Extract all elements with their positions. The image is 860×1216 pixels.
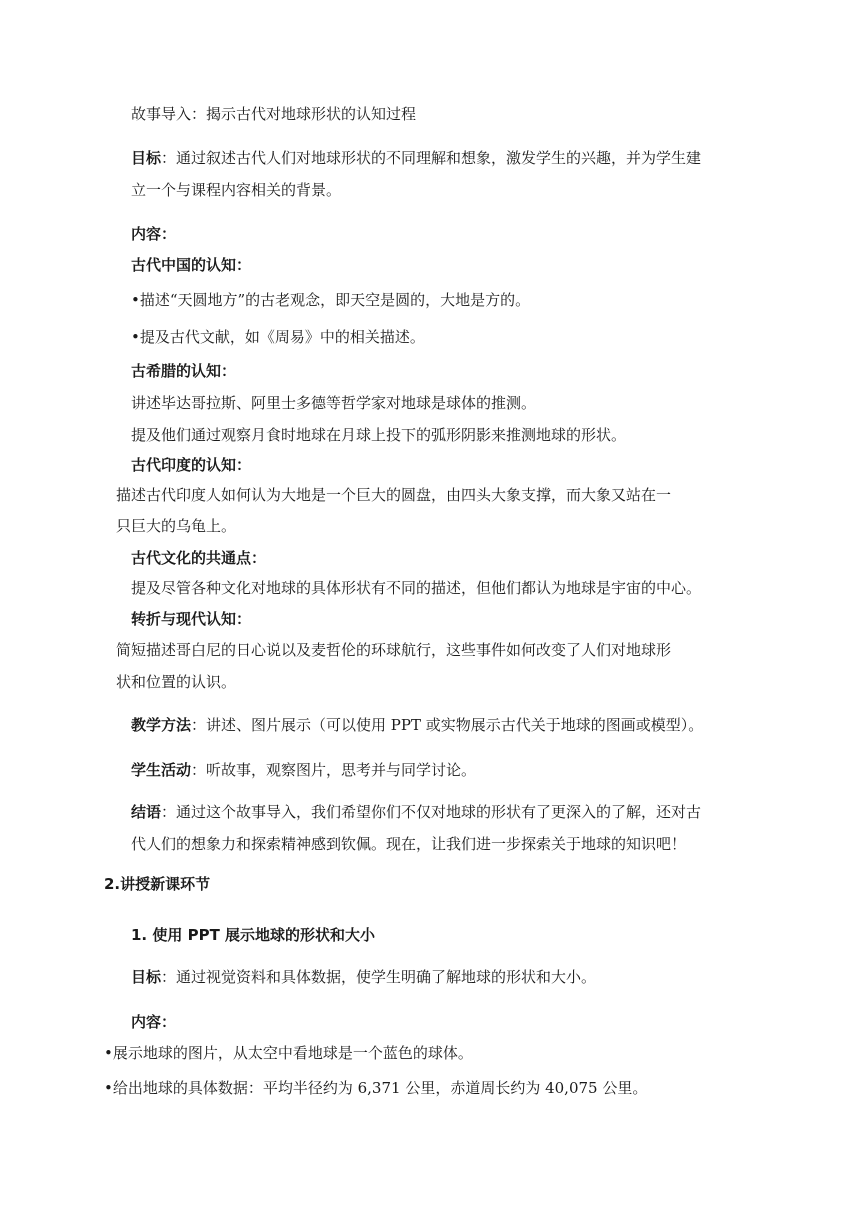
student-activity-paragraph: [131, 760, 476, 780]
section2-goal-text: ：通过视觉资料和具体数据，使学生明确了解地球的形状和大小。: [161, 968, 597, 986]
goal-paragraph-line-1: [131, 148, 701, 168]
china-bullet-1: •描述“天圆地方”的古老观念，即天空是圆的，大地是方的。: [131, 291, 531, 309]
conclusion-text: ：通过这个故事导入，我们希望你们不仅对地球的形状有了更深入的了解，还对古: [161, 803, 702, 821]
teaching-method-label: 教学方法: [131, 716, 192, 734]
student-activity-label: 学生活动: [131, 761, 192, 779]
modern-cognition-heading: 转折与现代认知：: [131, 610, 252, 628]
story-intro-title: 故事导入：揭示古代对地球形状的认知过程: [131, 105, 417, 123]
china-bullet-2: •提及古代文献，如《周易》中的相关描述。: [131, 328, 425, 346]
greece-line-1: 讲述毕达哥拉斯、阿里士多德等哲学家对地球是球体的推测。: [131, 394, 537, 412]
conclusion-line-1: [131, 802, 701, 822]
modern-line-1: 简短描述哥白尼的日心说以及麦哲伦的环球航行，这些事件如何改变了人们对地球形: [116, 641, 672, 659]
ancient-greece-heading: 古希腊的认知：: [131, 362, 237, 380]
greece-line-2: 提及他们通过观察月食时地球在月球上投下的弧形阴影来推测地球的形状。: [131, 426, 627, 444]
common-points-heading: 古代文化的共通点：: [131, 549, 267, 567]
conclusion-label: 结语: [131, 803, 162, 821]
section2-bullet-1: •展示地球的图片，从太空中看地球是一个蓝色的球体。: [104, 1044, 473, 1062]
teaching-method-paragraph: [131, 715, 703, 735]
ancient-china-heading: 古代中国的认知：: [131, 256, 252, 274]
teaching-method-text: ：讲述、图片展示（可以使用 PPT 或实物展示古代关于地球的图画或模型）。: [191, 716, 704, 734]
student-activity-text: ：听故事，观察图片，思考并与同学讨论。: [191, 761, 477, 779]
modern-line-2: 状和位置的认识。: [116, 673, 237, 691]
goal-text: ：通过叙述古代人们对地球形状的不同理解和想象，激发学生的兴趣，并为学生建: [161, 149, 702, 167]
section2-goal-paragraph: [131, 967, 596, 987]
common-points-line: 提及尽管各种文化对地球的具体形状有不同的描述，但他们都认为地球是宇宙的中心。: [131, 579, 702, 597]
section2-bullet-2: •给出地球的具体数据：平均半径约为 6,371 公里，赤道周长约为 40,075 公里。: [104, 1079, 648, 1097]
section2-content-label: 内容：: [131, 1013, 177, 1031]
goal-label: 目标: [131, 149, 162, 167]
ancient-india-heading: 古代印度的认知：: [131, 456, 252, 474]
ppt-earth-shape-heading: 1. 使用 PPT 展示地球的形状和大小: [131, 926, 376, 944]
new-lesson-section-heading: 2.讲授新课环节: [104, 875, 211, 893]
content-label: 内容：: [131, 225, 177, 243]
india-line-1: 描述古代印度人如何认为大地是一个巨大的圆盘，由四头大象支撑，而大象又站在一: [116, 486, 672, 504]
india-line-2: 只巨大的乌龟上。: [116, 517, 237, 535]
section2-goal-label: 目标: [131, 968, 162, 986]
conclusion-line-2: 代人们的想象力和探索精神感到钦佩。现在，让我们进一步探索关于地球的知识吧！: [131, 835, 687, 853]
goal-paragraph-line-2: 立一个与课程内容相关的背景。: [131, 181, 342, 199]
